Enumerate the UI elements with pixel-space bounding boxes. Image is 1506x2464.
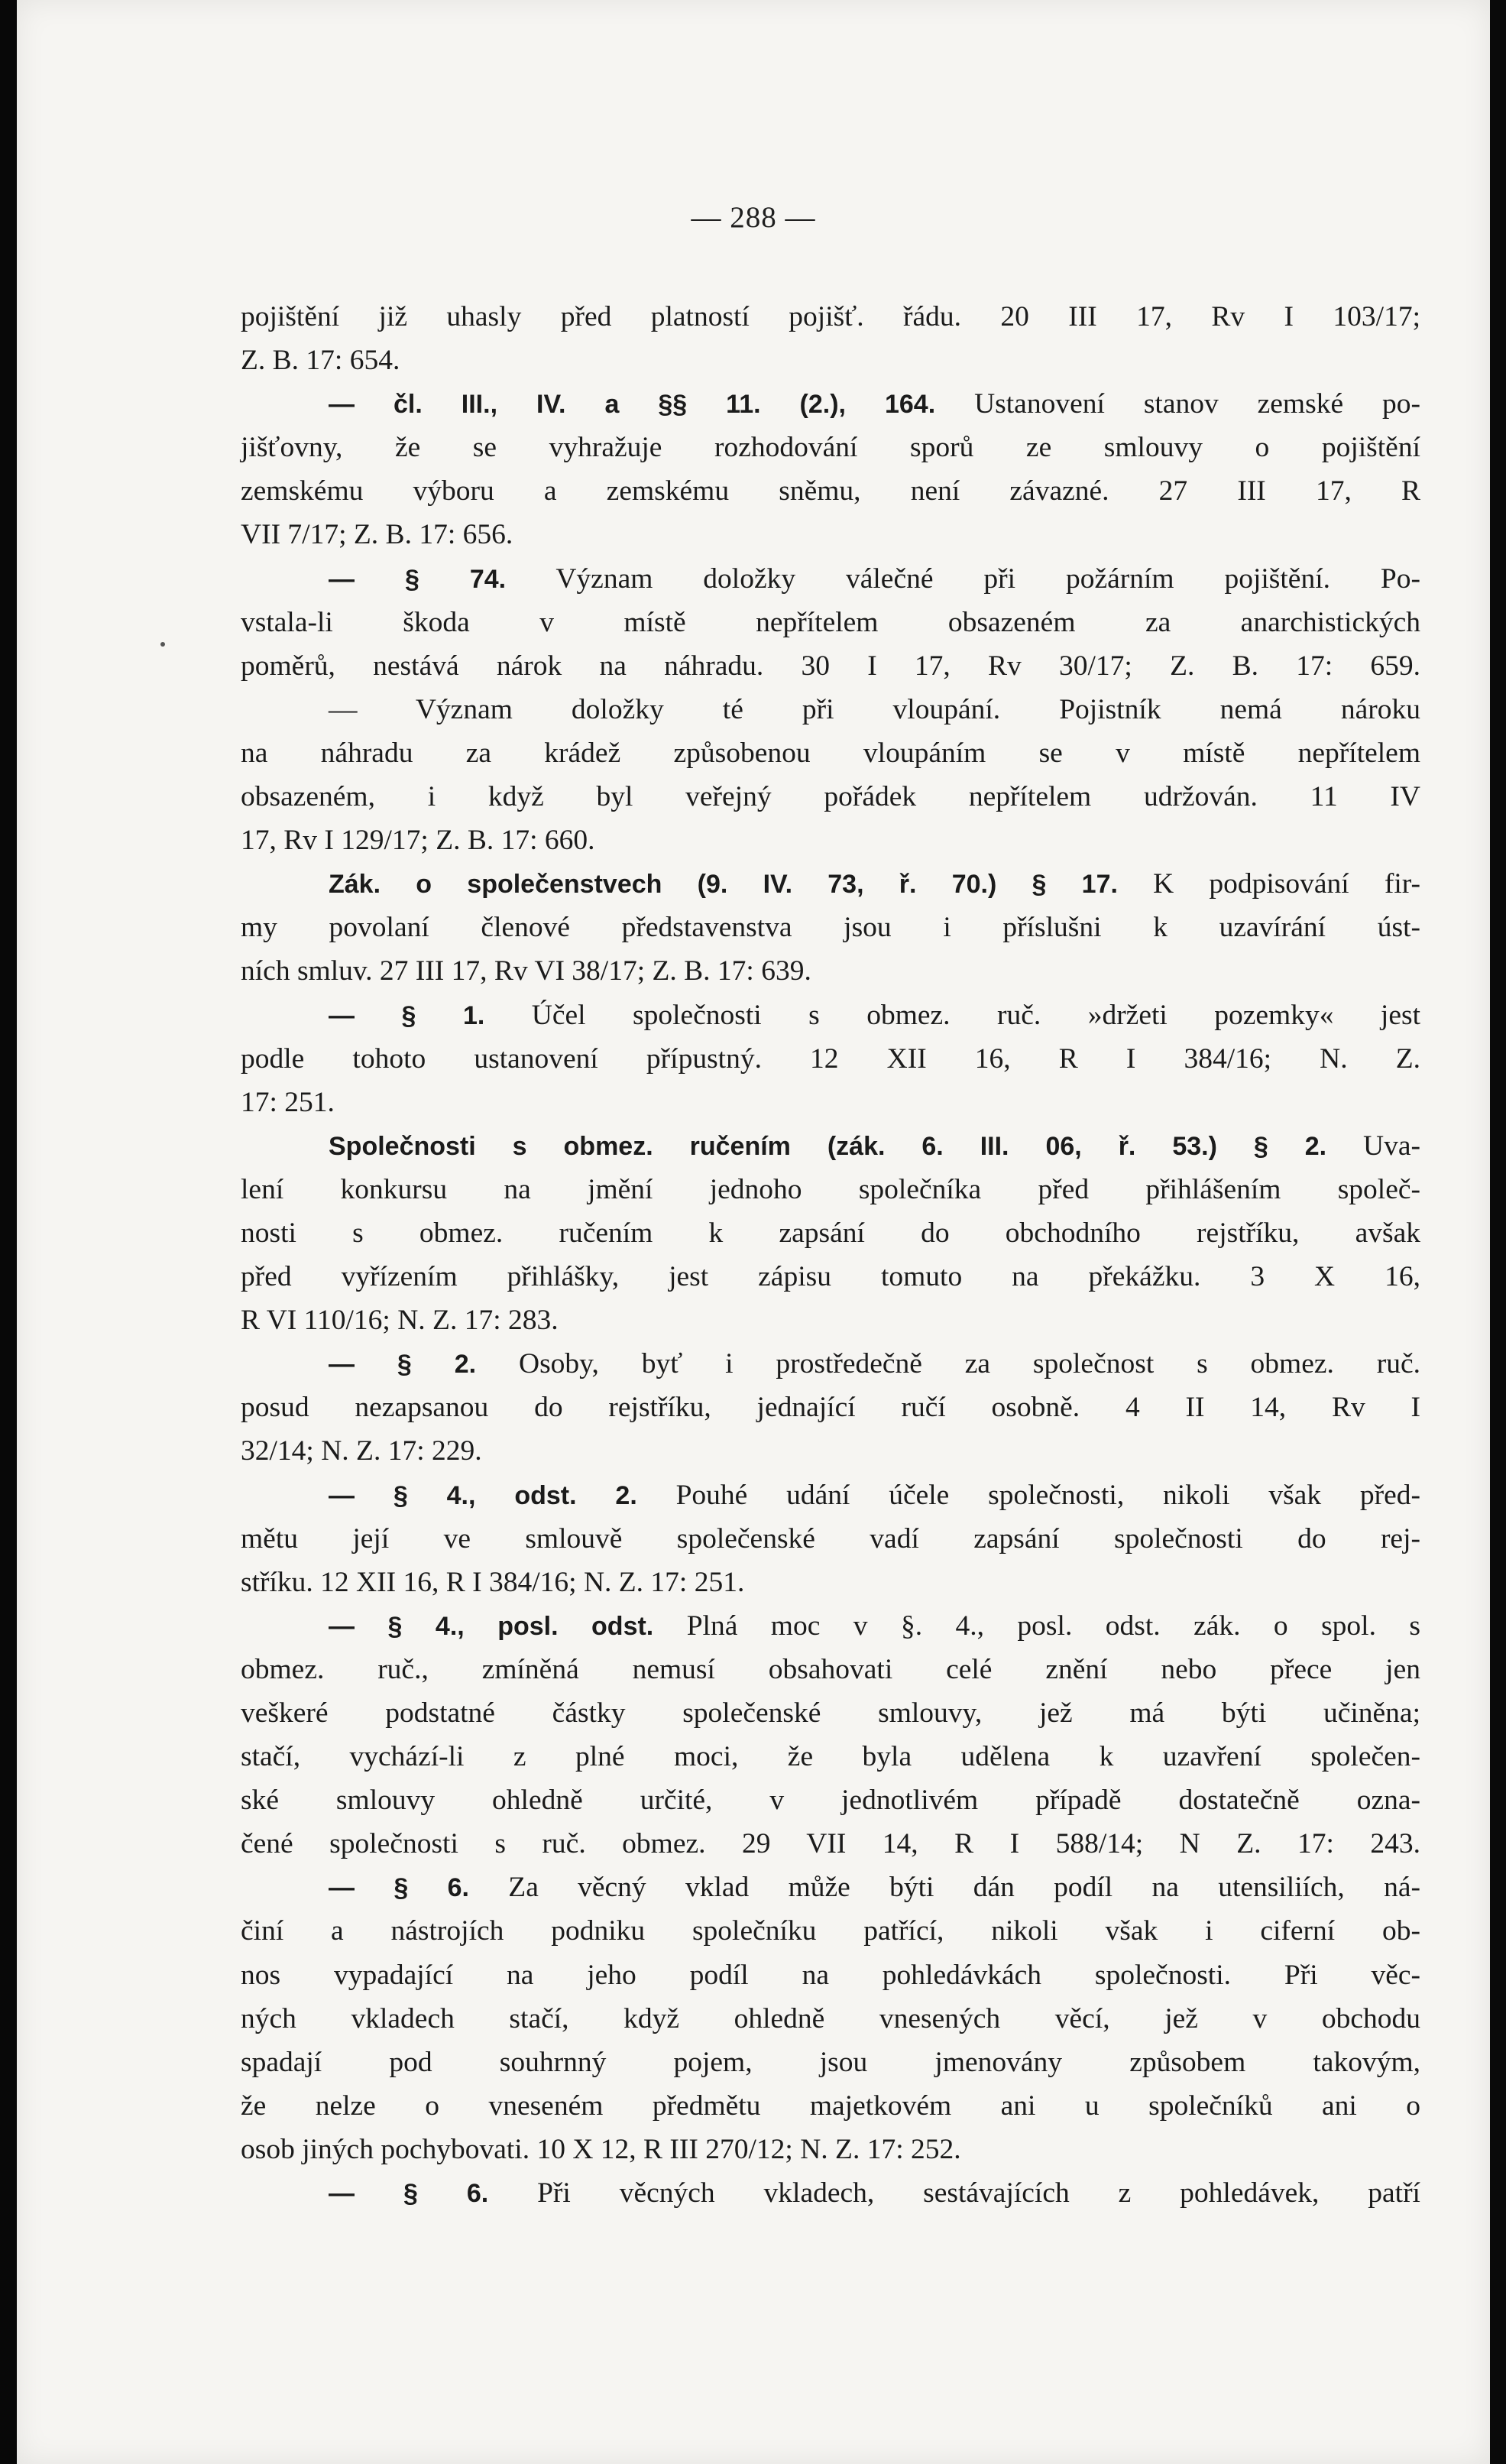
text-line: veškeré podstatné částky společenské smlouvy, jež má býti učiněna; [241,1697,1420,1729]
text-line [241,1866,1420,1909]
text-line [241,1124,1420,1168]
paragraph [241,1124,1420,1342]
text-line: R VI 110/16; N. Z. 17: 283. [241,1305,559,1337]
text-line: spadají pod souhrnný pojem, jsou jmenovány způsobem takovým, [241,2046,1420,2078]
text-line [241,557,1420,601]
text-run: Pouhé udání účele společnosti, nikoli však před- [636,1479,1420,1511]
text-line [241,862,1420,906]
text-line: na náhradu za krádež způsobenou vloupáním se v místě nepřítelem [241,737,1420,769]
section-lead: — § 6. [329,1873,469,1903]
paragraph [241,994,1420,1124]
text-run: Ustanovení stanov zemské po- [935,388,1420,420]
page-number: — 288 — [691,201,816,234]
section-lead: — § 4., odst. 2. [329,1480,637,1510]
text-line: ské smlouvy ohledně určité, v jednotlivém případě dostatečně ozna- [241,1785,1420,1817]
text-line: že nelze o vneseném předmětu majetkovém ani u společníků ani o [241,2090,1420,2122]
text-run: Účel společnosti s obmez. ruč. »držeti pozemky« jest [484,999,1420,1031]
text-line [241,994,1420,1037]
page-body [241,295,1420,2215]
text-line: VII 7/17; Z. B. 17: 656. [241,519,513,551]
text-line [241,1474,1420,1517]
text-line: ných vkladech stačí, když ohledně vnesených věcí, jež v obchodu [241,2002,1420,2034]
text-run: Plná moc v §. 4., posl. odst. zák. o spol. s [653,1610,1420,1642]
paragraph [241,2171,1420,2215]
paragraph [241,1342,1420,1473]
text-line: osob jiných pochybovati. 10 X 12, R III 270/12; N. Z. 17: 252. [241,2133,961,2165]
text-line: nosti s obmez. ručením k zapsání do obchodního rejstříku, avšak [241,1217,1420,1249]
text-line: stříku. 12 XII 16, R I 384/16; N. Z. 17: 251. [241,1566,745,1598]
text-line: obsazeném, i když byl veřejný pořádek nepřítelem udržován. 11 IV [241,781,1420,813]
section-lead: Zák. o společenstvech (9. IV. 73, ř. 70.) § 17. [329,870,1118,900]
text-line: stačí, vychází-li z plné moci, že byla udělena k uzavření společen- [241,1741,1420,1773]
text-line: Z. B. 17: 654. [241,345,400,377]
text-line: pojištění již uhasly před platností pojišť. řádu. 20 III 17, Rv I 103/17; [241,301,1420,332]
text-run: Za věcný vklad může býti dán podíl na utensiliích, ná- [469,1872,1420,1904]
section-lead: — § 4., posl. odst. [329,1611,654,1641]
text-run: Osoby, byť i prostředečně za společnost s obmez. ruč. [476,1348,1420,1380]
text-line: 17: 251. [241,1086,335,1118]
paragraph [241,688,1420,862]
book-page [17,0,1490,2464]
scan-left-edge [0,0,17,2464]
margin-mark [160,642,165,647]
paragraph [241,557,1420,688]
paragraph [241,382,1420,556]
section-lead: — § 1. [329,1000,485,1030]
text-run: Význam doložky válečné při požárním pojištění. Po- [506,563,1420,595]
text-line: zemskému výboru a zemskému sněmu, není závazné. 27 III 17, R [241,475,1420,507]
text-line: lení konkursu na jmění jednoho společníka před přihlášením společ- [241,1173,1420,1205]
text-line [241,688,1420,731]
text-line: posud nezapsanou do rejstříku, jednající ručí osobně. 4 II 14, Rv I [241,1392,1420,1424]
text-line: čené společnosti s ruč. obmez. 29 VII 14, R I 588/14; N Z. 17: 243. [241,1828,1420,1860]
text-line: před vyřízením přihlášky, jest zápisu tomuto na překážku. 3 X 16, [241,1261,1420,1293]
text-line [241,1342,1420,1386]
text-line [241,1604,1420,1648]
section-lead: — čl. III., IV. a §§ 11. (2.), 164. [329,390,936,420]
section-lead: — Význam doložky té při vloupání. [329,693,1001,725]
text-line: nos vypadající na jeho podíl na pohledávkách společnosti. Při věc- [241,1959,1420,1991]
paragraph [241,295,1420,382]
paragraph [241,1866,1420,2171]
text-run: Při věcných vkladech, sestávajících z pohledávek, patří [488,2177,1420,2209]
section-lead: Společnosti s obmez. ručením (zák. 6. III. 06, ř. 53.) § 2. [329,1131,1327,1161]
text-line: jišťovny, že se vyhražuje rozhodování sporů ze smlouvy o pojištění [241,432,1420,464]
text-run: Uva- [1326,1130,1420,1162]
text-line [241,2171,1420,2215]
text-line: mětu její ve smlouvě společenské vadí zapsání společnosti do rej- [241,1522,1420,1555]
text-line: 17, Rv I 129/17; Z. B. 17: 660. [241,825,595,857]
paragraph [241,862,1420,993]
text-run: K podpisování fir- [1117,868,1420,900]
paragraph [241,1604,1420,1866]
paragraph [241,1474,1420,1604]
text-line: podle tohoto ustanovení přípustný. 12 XII 16, R I 384/16; N. Z. [241,1042,1420,1075]
scan-right-edge [1490,0,1506,2464]
text-line: my povolaní členové představenstva jsou i příslušni k uzavírání úst- [241,912,1420,944]
text-run: Pojistník nemá nároku [1000,693,1420,725]
text-line: poměrů, nestává nárok na náhradu. 30 I 17, Rv 30/17; Z. B. 17: 659. [241,650,1420,682]
text-line: obmez. ruč., zmíněná nemusí obsahovati celé znění nebo přece jen [241,1653,1420,1685]
section-lead: — § 2. [329,1350,477,1380]
section-lead: — § 74. [329,564,507,594]
text-line: 32/14; N. Z. 17: 229. [241,1435,482,1467]
text-line: ních smluv. 27 III 17, Rv VI 38/17; Z. B. 17: 639. [241,955,811,987]
text-line: vstala-li škoda v místě nepřítelem obsazeném za anarchistických [241,606,1420,638]
text-line: činí a nástrojích podniku společníku patřící, nikoli však i ciferní ob- [241,1915,1420,1947]
section-lead: — § 6. [329,2179,489,2209]
text-line [241,382,1420,426]
